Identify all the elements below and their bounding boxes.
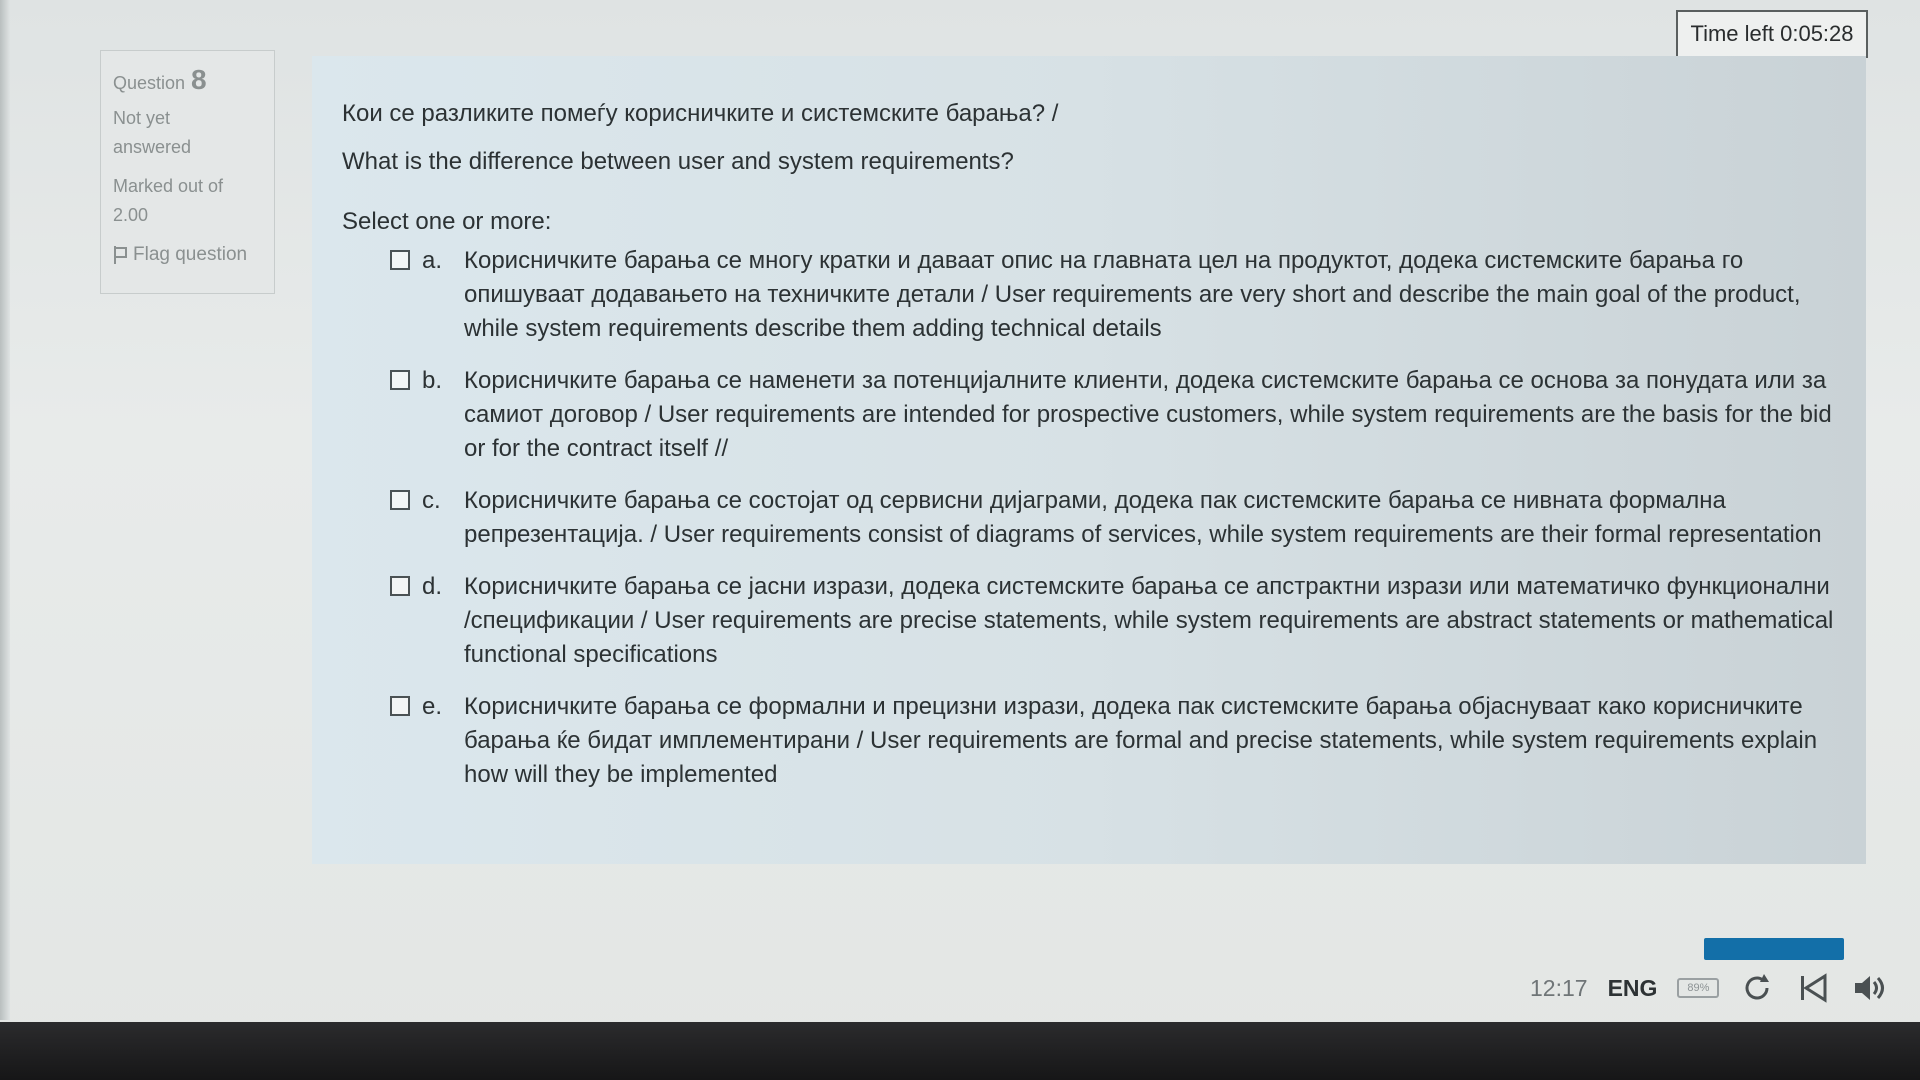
answer-option-d[interactable] [342,570,1836,672]
flag-question-label: Flag question [133,244,248,265]
question-info-block [100,50,275,294]
battery-level: 89% [1687,982,1710,994]
screen-bezel [0,1022,1920,1080]
select-instruction: Select one or more: [342,208,552,235]
option-letter: b. [422,367,443,394]
tray-clock: 12:17 [1530,974,1588,1001]
window-left-edge [0,0,10,1020]
option-letter: d. [422,573,443,600]
question-grade [113,172,262,230]
state-line-1: Not yet [113,108,171,128]
answer-options [342,244,1836,792]
answer-option-b[interactable] [342,364,1836,466]
question-number: 8 [191,64,207,95]
option-text[interactable]: Корисничките барања се многу кратки и даваат опис на главната цел на продуктот, додека системските барања го опишуваат додавањето на техничките детали / User requirements are very short and describe the main goal of the product, while system requirements describe them adding technical details [464,247,1801,342]
question-state [113,104,262,162]
refresh-icon[interactable] [1739,970,1775,1006]
checkbox-c[interactable] [390,490,410,510]
language-indicator[interactable]: ENG [1607,974,1658,1001]
option-text[interactable]: Корисничките барања се формални и прецизни изрази, додека пак системските барања објаснуваат како корисничките барања ќе бидат имплементирани / User requirements are formal and precise statements, while system requirements explain how will they be implemented [464,693,1818,788]
state-line-2: answered [113,137,192,157]
time-left-timer [1676,10,1868,58]
answer-option-e[interactable] [342,690,1836,792]
marked-line-1: Marked out of [113,176,224,196]
volume-icon[interactable] [1851,970,1887,1006]
answer-option-c[interactable] [342,484,1836,552]
question-text-mk: Кои се разликите помеѓу корисничките и системските барања? / [342,100,1059,127]
question-card [312,56,1866,864]
question-text [342,90,1836,186]
checkbox-b[interactable] [390,370,410,390]
battery-icon[interactable] [1677,978,1719,998]
option-letter: e. [422,693,443,720]
checkbox-d[interactable] [390,576,410,596]
answer-option-a[interactable] [342,244,1836,346]
option-text[interactable]: Корисничките барања се јасни изрази, додека системските барања се апстрактни изрази или математичко функционални /спецификации / User requirements are precise statements, while system requirements are abstract statements or mathematical functional specifications [464,573,1834,668]
blue-navigation-bar[interactable] [1704,938,1844,960]
flag-icon [113,246,127,264]
marked-line-2: 2.00 [113,205,149,225]
skip-back-icon[interactable] [1795,970,1831,1006]
question-prefix: Question [113,73,186,93]
option-text[interactable]: Корисничките барања се наменети за потенцијалните клиенти, додека системските барања се основа за понудата или за самиот договор / User requirements are intended for prospective customers, while system requirements are the basis for the bid or for the contract itself // [464,367,1832,462]
question-number-row [113,65,262,98]
option-letter: c. [422,487,441,514]
checkbox-e[interactable] [390,696,410,716]
option-letter: a. [422,247,443,274]
question-text-en: What is the difference between user and system requirements? [342,148,1014,175]
system-tray [1530,968,1887,1008]
flag-question-link[interactable] [113,240,262,269]
timer-label: Time left 0:05:28 [1690,21,1854,46]
option-text[interactable]: Корисничките барања се состојат од сервисни дијаграми, додека пак системските барања се нивната формална репрезентација. / User requirements consist of diagrams of services, while system requirements are their formal representation [464,487,1822,548]
checkbox-a[interactable] [390,250,410,270]
